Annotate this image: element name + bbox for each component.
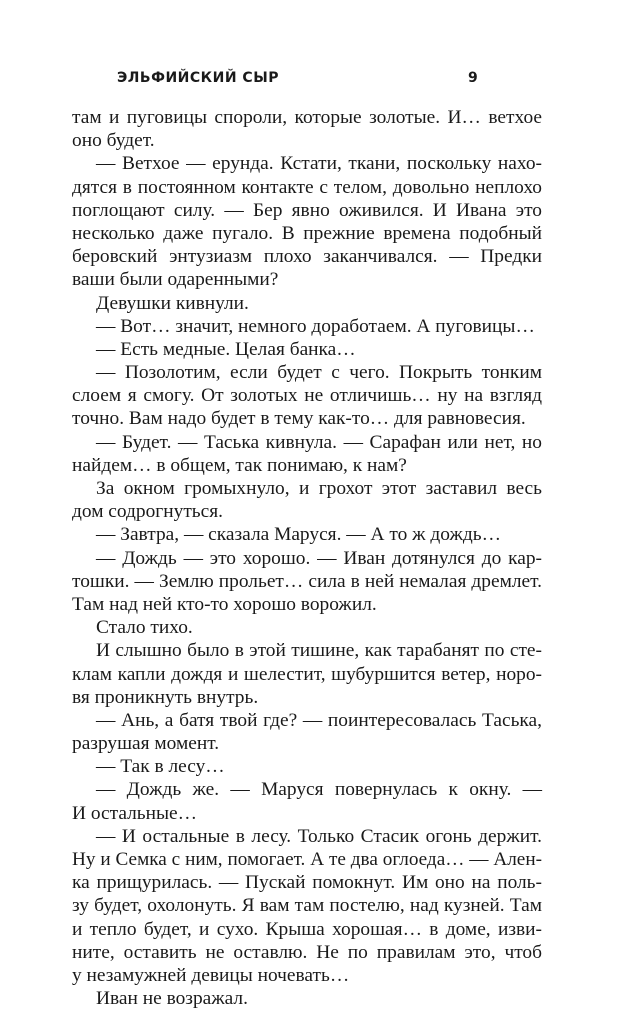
text-line: — Ань, а батя твой где? — поинтересовалась Таська, (96, 709, 542, 731)
text-line: разрушая момент. (72, 733, 220, 755)
text-line: — Завтра, — сказала Маруся. — А то ж дождь… (96, 524, 501, 546)
text-line: Стало тихо. (96, 617, 193, 639)
text-line: — И остальные в лесу. Только Стасик огонь держит. (96, 825, 542, 847)
text-line: — Дождь — это хорошо. — Иван дотянулся до кар- (96, 547, 542, 569)
text-line: беровский энтузиазм плохо заканчивался. — Предки (72, 246, 542, 268)
text-line: и тепло будет, и сухо. Крыша хорошая… в доме, изви- (72, 918, 542, 940)
text-line: слоем я смогу. От золотых не отличишь… ну на взгляд (72, 385, 542, 407)
text-line: тошки. — Землю прольет… сила в ней немалая дремлет. (72, 570, 542, 592)
text-line: — Будет. — Таська кивнула. — Сарафан или нет, но (96, 431, 542, 453)
text-line: вя проникнуть внутрь. (72, 686, 259, 708)
text-line: Ну и Семка с ним, помогает. А те два оглоеда… — Ален- (72, 849, 542, 870)
text-line: — Позолотим, если будет с чего. Покрыть тонким (96, 362, 542, 384)
page-number: 9 (468, 70, 478, 86)
text-line: — Так в лесу… (96, 756, 225, 778)
text-line: дом содрогнуться. (72, 501, 224, 523)
text-line: поглощают силу. — Бер явно оживился. И Ивана это (72, 199, 542, 221)
text-line: точно. Вам надо будет в тему как-то… для равновесия. (72, 408, 526, 430)
text-line: ните, оставить не оставлю. Не по правилам это, чтоб (72, 941, 542, 963)
text-line: И слышно было в этой тишине, как тарабанят по сте- (96, 640, 542, 662)
text-line: несколько даже пугало. В прежние времена подобный (72, 222, 542, 244)
text-line: — Дождь же. — Маруся повернулась к окну. — (96, 779, 542, 801)
text-line: — Ветхое — ерунда. Кстати, ткани, поскольку нахо- (96, 153, 542, 175)
text-line: зу будет, охолонуть. Я вам там постелю, над кузней. Там (72, 895, 542, 917)
text-line: дятся в постоянном контакте с телом, довольно неплохо (72, 176, 542, 198)
text-line: — Вот… значит, немного доработаем. А пуговицы… (96, 315, 535, 337)
text-line: ваши были одаренными? (72, 269, 279, 291)
text-line: клам капли дождя и шелестит, шубуршится ветер, норо- (72, 663, 542, 685)
text-line: найдем… в общем, так понимаю, к нам? (72, 454, 407, 476)
text-line: И остальные… (72, 802, 198, 824)
body-text (72, 106, 542, 1010)
text-line: ка прищурилась. — Пускай помокнут. Им оно на поль- (72, 872, 542, 894)
text-line: Иван не возражал. (96, 988, 248, 1010)
text-line: Девушки кивнули. (96, 292, 249, 314)
running-title: ЭЛЬФИЙСКИЙ СЫР (117, 70, 279, 86)
text-line: оно будет. (72, 130, 155, 152)
text-line: Там над ней кто-то хорошо ворожил. (72, 593, 377, 615)
text-line: — Есть медные. Целая банка… (96, 338, 356, 360)
text-line: там и пуговицы спороли, которые золотые. И… ветхое (72, 107, 542, 128)
text-line: у незамужней девицы ночевать… (72, 964, 350, 986)
text-line: За окном громыхнуло, и грохот этот заставил весь (96, 478, 542, 499)
